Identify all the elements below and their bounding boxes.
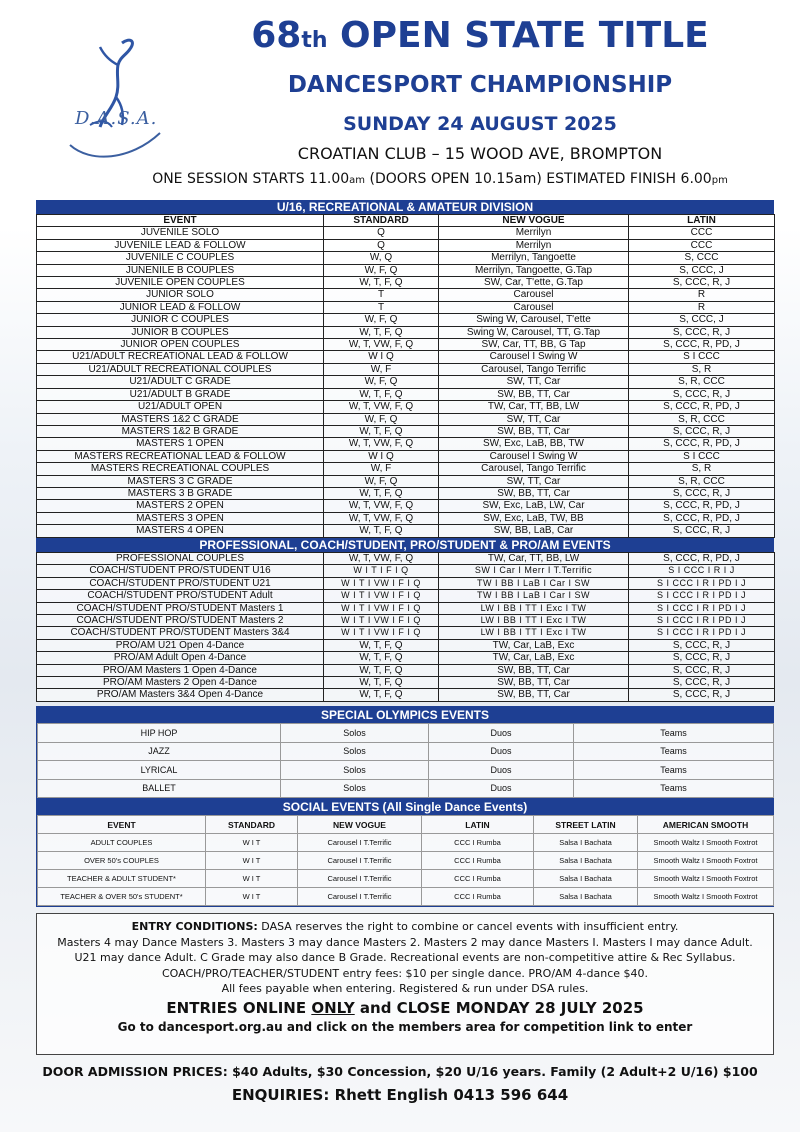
table-cell: SW, Exc, LaB, TW, BB bbox=[439, 512, 629, 524]
social-events-table bbox=[37, 815, 774, 906]
table-cell: PRO/AM Masters 1 Open 4-Dance bbox=[37, 664, 324, 676]
table-cell: SW, BB, TT, Car bbox=[439, 388, 629, 400]
table-row bbox=[37, 277, 775, 289]
table-cell: JUVENILE OPEN COUPLES bbox=[37, 277, 324, 289]
table-cell: Smooth Waltz I Smooth Foxtrot bbox=[638, 888, 774, 906]
table-cell: W, T, F, Q bbox=[324, 388, 439, 400]
table-cell: S, R bbox=[629, 463, 775, 475]
conditions-line: COACH/PRO/TEACHER/STUDENT entry fees: $10 per single dance. PRO/AM 4-dance $40. bbox=[161, 966, 648, 980]
table-row bbox=[38, 852, 774, 870]
table-cell: S, CCC, R, J bbox=[629, 639, 775, 651]
enquiries-contact: ENQUIRIES: Rhett English 0413 596 644 bbox=[231, 1086, 569, 1104]
table-cell: Solos bbox=[281, 761, 429, 780]
table-cell: W I T bbox=[206, 852, 298, 870]
table-cell: S, CCC bbox=[629, 252, 775, 264]
table-cell: S I CCC I R I PD I J bbox=[629, 627, 775, 639]
table-cell: W I T I F I Q bbox=[324, 565, 439, 577]
table-cell: JUVENILE SOLO bbox=[37, 227, 324, 239]
table-cell: CCC I Rumba bbox=[422, 852, 534, 870]
table-cell: S, CCC, R, PD, J bbox=[629, 553, 775, 565]
table-cell: W I T bbox=[206, 870, 298, 888]
door-admission-prices: DOOR ADMISSION PRICES: $40 Adults, $30 Concession, $20 U/16 years. Family (2 Adult+2 U/16) $100 bbox=[42, 1064, 758, 1079]
special-olympics-heading: SPECIAL OLYMPICS EVENTS bbox=[37, 707, 773, 723]
table-cell: W, T, F, Q bbox=[324, 525, 439, 537]
conditions-line: All fees payable when entering. Registered & run under DSA rules. bbox=[221, 982, 589, 995]
table-row bbox=[37, 463, 775, 475]
table-cell: MASTERS RECREATIONAL COUPLES bbox=[37, 463, 324, 475]
table-cell: Merrilyn bbox=[439, 239, 629, 251]
table-cell: W, F, Q bbox=[324, 376, 439, 388]
table-cell: JAZZ bbox=[38, 742, 281, 761]
table-cell: Teams bbox=[574, 761, 774, 780]
table-cell: Salsa I Bachata bbox=[534, 852, 638, 870]
table-cell: S, R, CCC bbox=[629, 376, 775, 388]
conditions-line: Masters 4 may Dance Masters 3. Masters 3 may dance Masters 2. Masters 2 may dance Masters I. Masters I may dance Adult. bbox=[57, 935, 753, 949]
table-cell: SW, BB, TT, Car bbox=[439, 425, 629, 437]
event-date: SUNDAY 24 AUGUST 2025 bbox=[343, 113, 617, 135]
table-cell: W, F bbox=[324, 463, 439, 475]
social-events-section bbox=[36, 798, 774, 907]
table-cell: U21/ADULT RECREATIONAL LEAD & FOLLOW bbox=[37, 351, 324, 363]
table-row bbox=[37, 677, 775, 689]
table-row bbox=[37, 615, 775, 627]
table-row bbox=[37, 314, 775, 326]
table-cell: S, CCC, R, J bbox=[629, 277, 775, 289]
table-cell: S, CCC, R, J bbox=[629, 525, 775, 537]
table-cell: ADULT COUPLES bbox=[38, 834, 206, 852]
table-header-row bbox=[37, 215, 775, 227]
table-cell: W I T I VW I F I Q bbox=[324, 627, 439, 639]
table-cell: S, CCC, R, J bbox=[629, 689, 775, 701]
table-cell: Salsa I Bachata bbox=[534, 834, 638, 852]
special-olympics-section bbox=[36, 706, 774, 799]
table-cell: OVER 50's COUPLES bbox=[38, 852, 206, 870]
table-row bbox=[38, 724, 774, 743]
table-cell: W, F, Q bbox=[324, 413, 439, 425]
table-cell: TW, Car, LaB, Exc bbox=[439, 652, 629, 664]
table-row bbox=[38, 888, 774, 906]
table-row bbox=[37, 652, 775, 664]
table-cell: S, CCC, R, J bbox=[629, 677, 775, 689]
table-cell: U21/ADULT B GRADE bbox=[37, 388, 324, 400]
col-header: STANDARD bbox=[206, 816, 298, 834]
table-cell: S I CCC I R I J bbox=[629, 565, 775, 577]
table-row bbox=[37, 339, 775, 351]
entry-conditions bbox=[36, 913, 774, 1055]
table-cell: CCC bbox=[629, 227, 775, 239]
table-cell: S, CCC, R, J bbox=[629, 425, 775, 437]
table-cell: W, F, Q bbox=[324, 475, 439, 487]
table-cell: W I Q bbox=[324, 450, 439, 462]
table-cell: W, T, F, Q bbox=[324, 664, 439, 676]
table-row bbox=[37, 577, 775, 589]
table-cell: COACH/STUDENT PRO/STUDENT U16 bbox=[37, 565, 324, 577]
table-row bbox=[38, 779, 774, 798]
division2-heading: PROFESSIONAL, COACH/STUDENT, PRO/STUDENT & PRO/AM EVENTS bbox=[36, 538, 774, 552]
col-header: STANDARD bbox=[324, 215, 439, 227]
table-cell: JUVENILE LEAD & FOLLOW bbox=[37, 239, 324, 251]
table-cell: Smooth Waltz I Smooth Foxtrot bbox=[638, 870, 774, 888]
table-cell: MASTERS 3 OPEN bbox=[37, 512, 324, 524]
table-cell: SW, Exc, LaB, LW, Car bbox=[439, 500, 629, 512]
table-cell: Merrilyn bbox=[439, 227, 629, 239]
logo-text: D.A.S.A. bbox=[75, 108, 158, 129]
entries-close-notice: ENTRIES ONLINE ONLY and CLOSE MONDAY 28 JULY 2025 bbox=[166, 998, 644, 1017]
table-cell: U21/ADULT OPEN bbox=[37, 401, 324, 413]
table-row bbox=[38, 834, 774, 852]
table-cell: Q bbox=[324, 239, 439, 251]
table-row bbox=[37, 487, 775, 499]
table-cell: LW I BB I TT I Exc I TW bbox=[439, 627, 629, 639]
table-cell: MASTERS 1 OPEN bbox=[37, 438, 324, 450]
table-cell: COACH/STUDENT PRO/STUDENT U21 bbox=[37, 577, 324, 589]
table-cell: S, R, CCC bbox=[629, 413, 775, 425]
table-cell: LYRICAL bbox=[38, 761, 281, 780]
table-cell: S, CCC, R, J bbox=[629, 664, 775, 676]
table-cell: CCC I Rumba bbox=[422, 888, 534, 906]
col-header: EVENT bbox=[38, 816, 206, 834]
event-venue: CROATIAN CLUB – 15 WOOD AVE, BROMPTON bbox=[297, 144, 663, 163]
table-cell: SW, BB, LaB, Car bbox=[439, 525, 629, 537]
table-cell: Q bbox=[324, 227, 439, 239]
entry-link-instructions: Go to dancesport.org.au and click on the members area for competition link to enter bbox=[117, 1019, 693, 1034]
table-cell: TW, Car, TT, BB, LW bbox=[439, 401, 629, 413]
table-row bbox=[37, 475, 775, 487]
table-cell: S I CCC bbox=[629, 450, 775, 462]
table-cell: S, CCC, R, PD, J bbox=[629, 401, 775, 413]
table-cell: T bbox=[324, 301, 439, 313]
table-cell: JUNIOR SOLO bbox=[37, 289, 324, 301]
session-times: ONE SESSION STARTS 11.00am (DOORS OPEN 10.15am) ESTIMATED FINISH 6.00pm bbox=[152, 171, 728, 187]
table-cell: W, T, VW, F, Q bbox=[324, 500, 439, 512]
table-cell: W, F, Q bbox=[324, 264, 439, 276]
header bbox=[0, 0, 800, 195]
table-cell: PRO/AM U21 Open 4-Dance bbox=[37, 639, 324, 651]
table-cell: S, CCC, R, J bbox=[629, 326, 775, 338]
division2-table bbox=[36, 552, 775, 702]
table-cell: Salsa I Bachata bbox=[534, 870, 638, 888]
table-cell: S, CCC, R, PD, J bbox=[629, 512, 775, 524]
table-cell: S, CCC, R, PD, J bbox=[629, 500, 775, 512]
table-cell: Solos bbox=[281, 779, 429, 798]
table-cell: MASTERS RECREATIONAL LEAD & FOLLOW bbox=[37, 450, 324, 462]
table-cell: COACH/STUDENT PRO/STUDENT Masters 1 bbox=[37, 602, 324, 614]
table-cell: SW, BB, TT, Car bbox=[439, 689, 629, 701]
table-cell: W, T, VW, F, Q bbox=[324, 553, 439, 565]
col-header: STREET LATIN bbox=[534, 816, 638, 834]
social-events-heading: SOCIAL EVENTS (All Single Dance Events) bbox=[37, 799, 773, 815]
table-cell: JUNIOR C COUPLES bbox=[37, 314, 324, 326]
table-cell: LW I BB I TT I Exc I TW bbox=[439, 602, 629, 614]
table-cell: BALLET bbox=[38, 779, 281, 798]
col-header: LATIN bbox=[422, 816, 534, 834]
table-row bbox=[37, 301, 775, 313]
col-header: NEW VOGUE bbox=[439, 215, 629, 227]
table-cell: TEACHER & OVER 50's STUDENT* bbox=[38, 888, 206, 906]
table-cell: SW, Car, TT, BB, G Tap bbox=[439, 339, 629, 351]
table-cell: S, CCC, R, PD, J bbox=[629, 438, 775, 450]
table-cell: U21/ADULT RECREATIONAL COUPLES bbox=[37, 363, 324, 375]
table-cell: Smooth Waltz I Smooth Foxtrot bbox=[638, 852, 774, 870]
table-cell: W I T bbox=[206, 834, 298, 852]
table-cell: Duos bbox=[429, 742, 574, 761]
table-cell: S I CCC bbox=[629, 351, 775, 363]
table-cell: Carousel I Swing W bbox=[439, 450, 629, 462]
table-row bbox=[37, 602, 775, 614]
special-olympics-table bbox=[37, 723, 774, 798]
page-title: 68th OPEN STATE TITLE bbox=[251, 15, 709, 56]
table-cell: Teams bbox=[574, 724, 774, 743]
table-cell: Carousel bbox=[439, 301, 629, 313]
table-cell: HIP HOP bbox=[38, 724, 281, 743]
table-cell: S, CCC, R, PD, J bbox=[629, 339, 775, 351]
table-row bbox=[37, 500, 775, 512]
table-cell: JUNIOR B COUPLES bbox=[37, 326, 324, 338]
table-cell: W, T, VW, F, Q bbox=[324, 438, 439, 450]
table-cell: S, CCC, J bbox=[629, 264, 775, 276]
table-row bbox=[38, 742, 774, 761]
table-cell: W I T I VW I F I Q bbox=[324, 602, 439, 614]
table-cell: SW, Exc, LaB, BB, TW bbox=[439, 438, 629, 450]
table-row bbox=[37, 326, 775, 338]
table-row bbox=[37, 689, 775, 701]
table-cell: Teams bbox=[574, 779, 774, 798]
table-cell: W, T, F, Q bbox=[324, 425, 439, 437]
table-row bbox=[37, 239, 775, 251]
table-row bbox=[37, 376, 775, 388]
table-cell: Carousel bbox=[439, 289, 629, 301]
table-cell: MASTERS 1&2 C GRADE bbox=[37, 413, 324, 425]
table-row bbox=[37, 264, 775, 276]
table-cell: SW, TT, Car bbox=[439, 475, 629, 487]
table-header-row bbox=[38, 816, 774, 834]
table-cell: JUVENILE C COUPLES bbox=[37, 252, 324, 264]
table-cell: LW I BB I TT I Exc I TW bbox=[439, 615, 629, 627]
table-cell: W, T, F, Q bbox=[324, 326, 439, 338]
table-row bbox=[38, 870, 774, 888]
table-cell: Solos bbox=[281, 742, 429, 761]
table-cell: S, R bbox=[629, 363, 775, 375]
table-cell: TW, Car, TT, BB, LW bbox=[439, 553, 629, 565]
table-cell: W I T I VW I F I Q bbox=[324, 590, 439, 602]
dancer-logo-icon bbox=[60, 35, 170, 165]
table-cell: W, T, F, Q bbox=[324, 277, 439, 289]
table-cell: SW, BB, TT, Car bbox=[439, 664, 629, 676]
table-cell: Solos bbox=[281, 724, 429, 743]
table-cell: U21/ADULT C GRADE bbox=[37, 376, 324, 388]
table-cell: SW, TT, Car bbox=[439, 413, 629, 425]
table-cell: Carousel I T.Terrific bbox=[298, 870, 422, 888]
table-cell: MASTERS 1&2 B GRADE bbox=[37, 425, 324, 437]
table-cell: W, F bbox=[324, 363, 439, 375]
table-cell: COACH/STUDENT PRO/STUDENT Masters 3&4 bbox=[37, 627, 324, 639]
table-cell: TW, Car, LaB, Exc bbox=[439, 639, 629, 651]
table-cell: MASTERS 3 C GRADE bbox=[37, 475, 324, 487]
table-cell: Duos bbox=[429, 724, 574, 743]
table-cell: W, T, F, Q bbox=[324, 652, 439, 664]
table-row bbox=[37, 553, 775, 565]
table-cell: S, CCC, R, J bbox=[629, 652, 775, 664]
col-header: LATIN bbox=[629, 215, 775, 227]
table-cell: CCC I Rumba bbox=[422, 834, 534, 852]
table-cell: W, Q bbox=[324, 252, 439, 264]
table-row bbox=[37, 438, 775, 450]
table-cell: W, T, F, Q bbox=[324, 677, 439, 689]
table-cell: W, T, F, Q bbox=[324, 639, 439, 651]
table-cell: S I CCC I R I PD I J bbox=[629, 577, 775, 589]
table-cell: Carousel, Tango Terrific bbox=[439, 463, 629, 475]
table-cell: Teams bbox=[574, 742, 774, 761]
table-row bbox=[37, 425, 775, 437]
table-row bbox=[37, 664, 775, 676]
division1-heading: U/16, RECREATIONAL & AMATEUR DIVISION bbox=[36, 200, 774, 214]
table-cell: PRO/AM Masters 3&4 Open 4-Dance bbox=[37, 689, 324, 701]
table-cell: Carousel I T.Terrific bbox=[298, 834, 422, 852]
table-cell: Carousel, Tango Terrific bbox=[439, 363, 629, 375]
table-cell: TW I BB I LaB I Car I SW bbox=[439, 590, 629, 602]
table-cell: CCC bbox=[629, 239, 775, 251]
table-cell: S I CCC I R I PD I J bbox=[629, 602, 775, 614]
table-cell: S, CCC, J bbox=[629, 314, 775, 326]
col-header: NEW VOGUE bbox=[298, 816, 422, 834]
table-cell: COACH/STUDENT PRO/STUDENT Adult bbox=[37, 590, 324, 602]
conditions-label: ENTRY CONDITIONS: bbox=[131, 920, 258, 933]
table-cell: MASTERS 3 B GRADE bbox=[37, 487, 324, 499]
table-cell: JUNIOR LEAD & FOLLOW bbox=[37, 301, 324, 313]
table-cell: W, T, F, Q bbox=[324, 689, 439, 701]
table-cell: Carousel I T.Terrific bbox=[298, 852, 422, 870]
table-cell: W, T, VW, F, Q bbox=[324, 512, 439, 524]
table-row bbox=[37, 351, 775, 363]
table-row bbox=[37, 388, 775, 400]
table-cell: MASTERS 2 OPEN bbox=[37, 500, 324, 512]
table-cell: TEACHER & ADULT STUDENT* bbox=[38, 870, 206, 888]
table-cell: Salsa I Bachata bbox=[534, 888, 638, 906]
table-cell: Carousel I T.Terrific bbox=[298, 888, 422, 906]
col-header: AMERICAN SMOOTH bbox=[638, 816, 774, 834]
table-cell: MASTERS 4 OPEN bbox=[37, 525, 324, 537]
table-cell: SW, BB, TT, Car bbox=[439, 487, 629, 499]
table-row bbox=[37, 525, 775, 537]
table-row bbox=[38, 761, 774, 780]
table-cell: S, R, CCC bbox=[629, 475, 775, 487]
table-row bbox=[37, 627, 775, 639]
table-cell: T bbox=[324, 289, 439, 301]
col-header: EVENT bbox=[37, 215, 324, 227]
table-cell: JUNIOR OPEN COUPLES bbox=[37, 339, 324, 351]
table-row bbox=[37, 401, 775, 413]
table-row bbox=[37, 512, 775, 524]
table-row bbox=[37, 639, 775, 651]
table-cell: Carousel I Swing W bbox=[439, 351, 629, 363]
table-cell: SW, Car, T'ette, G.Tap bbox=[439, 277, 629, 289]
table-cell: COACH/STUDENT PRO/STUDENT Masters 2 bbox=[37, 615, 324, 627]
table-cell: TW I BB I LaB I Car I SW bbox=[439, 577, 629, 589]
table-cell: Smooth Waltz I Smooth Foxtrot bbox=[638, 834, 774, 852]
table-cell: R bbox=[629, 301, 775, 313]
table-cell: W, T, VW, F, Q bbox=[324, 339, 439, 351]
conditions-line: U21 may dance Adult. C Grade may also dance B Grade. Recreational events are non-competitive attire & Rec Syllabus. bbox=[74, 951, 736, 964]
table-cell: S, CCC, R, J bbox=[629, 388, 775, 400]
table-row bbox=[37, 590, 775, 602]
table-cell: S I CCC I R I PD I J bbox=[629, 590, 775, 602]
table-cell: Duos bbox=[429, 761, 574, 780]
table-cell: Swing W, Carousel, T'ette bbox=[439, 314, 629, 326]
table-cell: R bbox=[629, 289, 775, 301]
page-subtitle: DANCESPORT CHAMPIONSHIP bbox=[287, 72, 673, 98]
table-row bbox=[37, 363, 775, 375]
table-cell: PRO/AM Masters 2 Open 4-Dance bbox=[37, 677, 324, 689]
table-cell: Swing W, Carousel, TT, G.Tap bbox=[439, 326, 629, 338]
table-cell: PROFESSIONAL COUPLES bbox=[37, 553, 324, 565]
table-cell: W, T, F, Q bbox=[324, 487, 439, 499]
table-cell: JUNENILE B COUPLES bbox=[37, 264, 324, 276]
table-row bbox=[37, 565, 775, 577]
table-cell: W I T bbox=[206, 888, 298, 906]
table-cell: CCC I Rumba bbox=[422, 870, 534, 888]
table-cell: W I Q bbox=[324, 351, 439, 363]
table-cell: W, T, VW, F, Q bbox=[324, 401, 439, 413]
table-cell: SW, TT, Car bbox=[439, 376, 629, 388]
table-cell: SW I Car I Merr I T.Terrific bbox=[439, 565, 629, 577]
table-cell: Duos bbox=[429, 779, 574, 798]
table-cell: Merrilyn, Tangoette bbox=[439, 252, 629, 264]
table-row bbox=[37, 413, 775, 425]
table-row bbox=[37, 450, 775, 462]
table-cell: S I CCC I R I PD I J bbox=[629, 615, 775, 627]
table-cell: Merrilyn, Tangoette, G.Tap bbox=[439, 264, 629, 276]
table-cell: W, F, Q bbox=[324, 314, 439, 326]
table-row bbox=[37, 227, 775, 239]
table-row bbox=[37, 289, 775, 301]
table-row bbox=[37, 252, 775, 264]
table-cell: W I T I VW I F I Q bbox=[324, 577, 439, 589]
table-cell: SW, BB, TT, Car bbox=[439, 677, 629, 689]
table-cell: S, CCC, R, J bbox=[629, 487, 775, 499]
table-cell: W I T I VW I F I Q bbox=[324, 615, 439, 627]
conditions-line: DASA reserves the right to combine or cancel events with insufficient entry. bbox=[257, 920, 679, 933]
division1-table bbox=[36, 214, 775, 538]
table-cell: PRO/AM Adult Open 4-Dance bbox=[37, 652, 324, 664]
